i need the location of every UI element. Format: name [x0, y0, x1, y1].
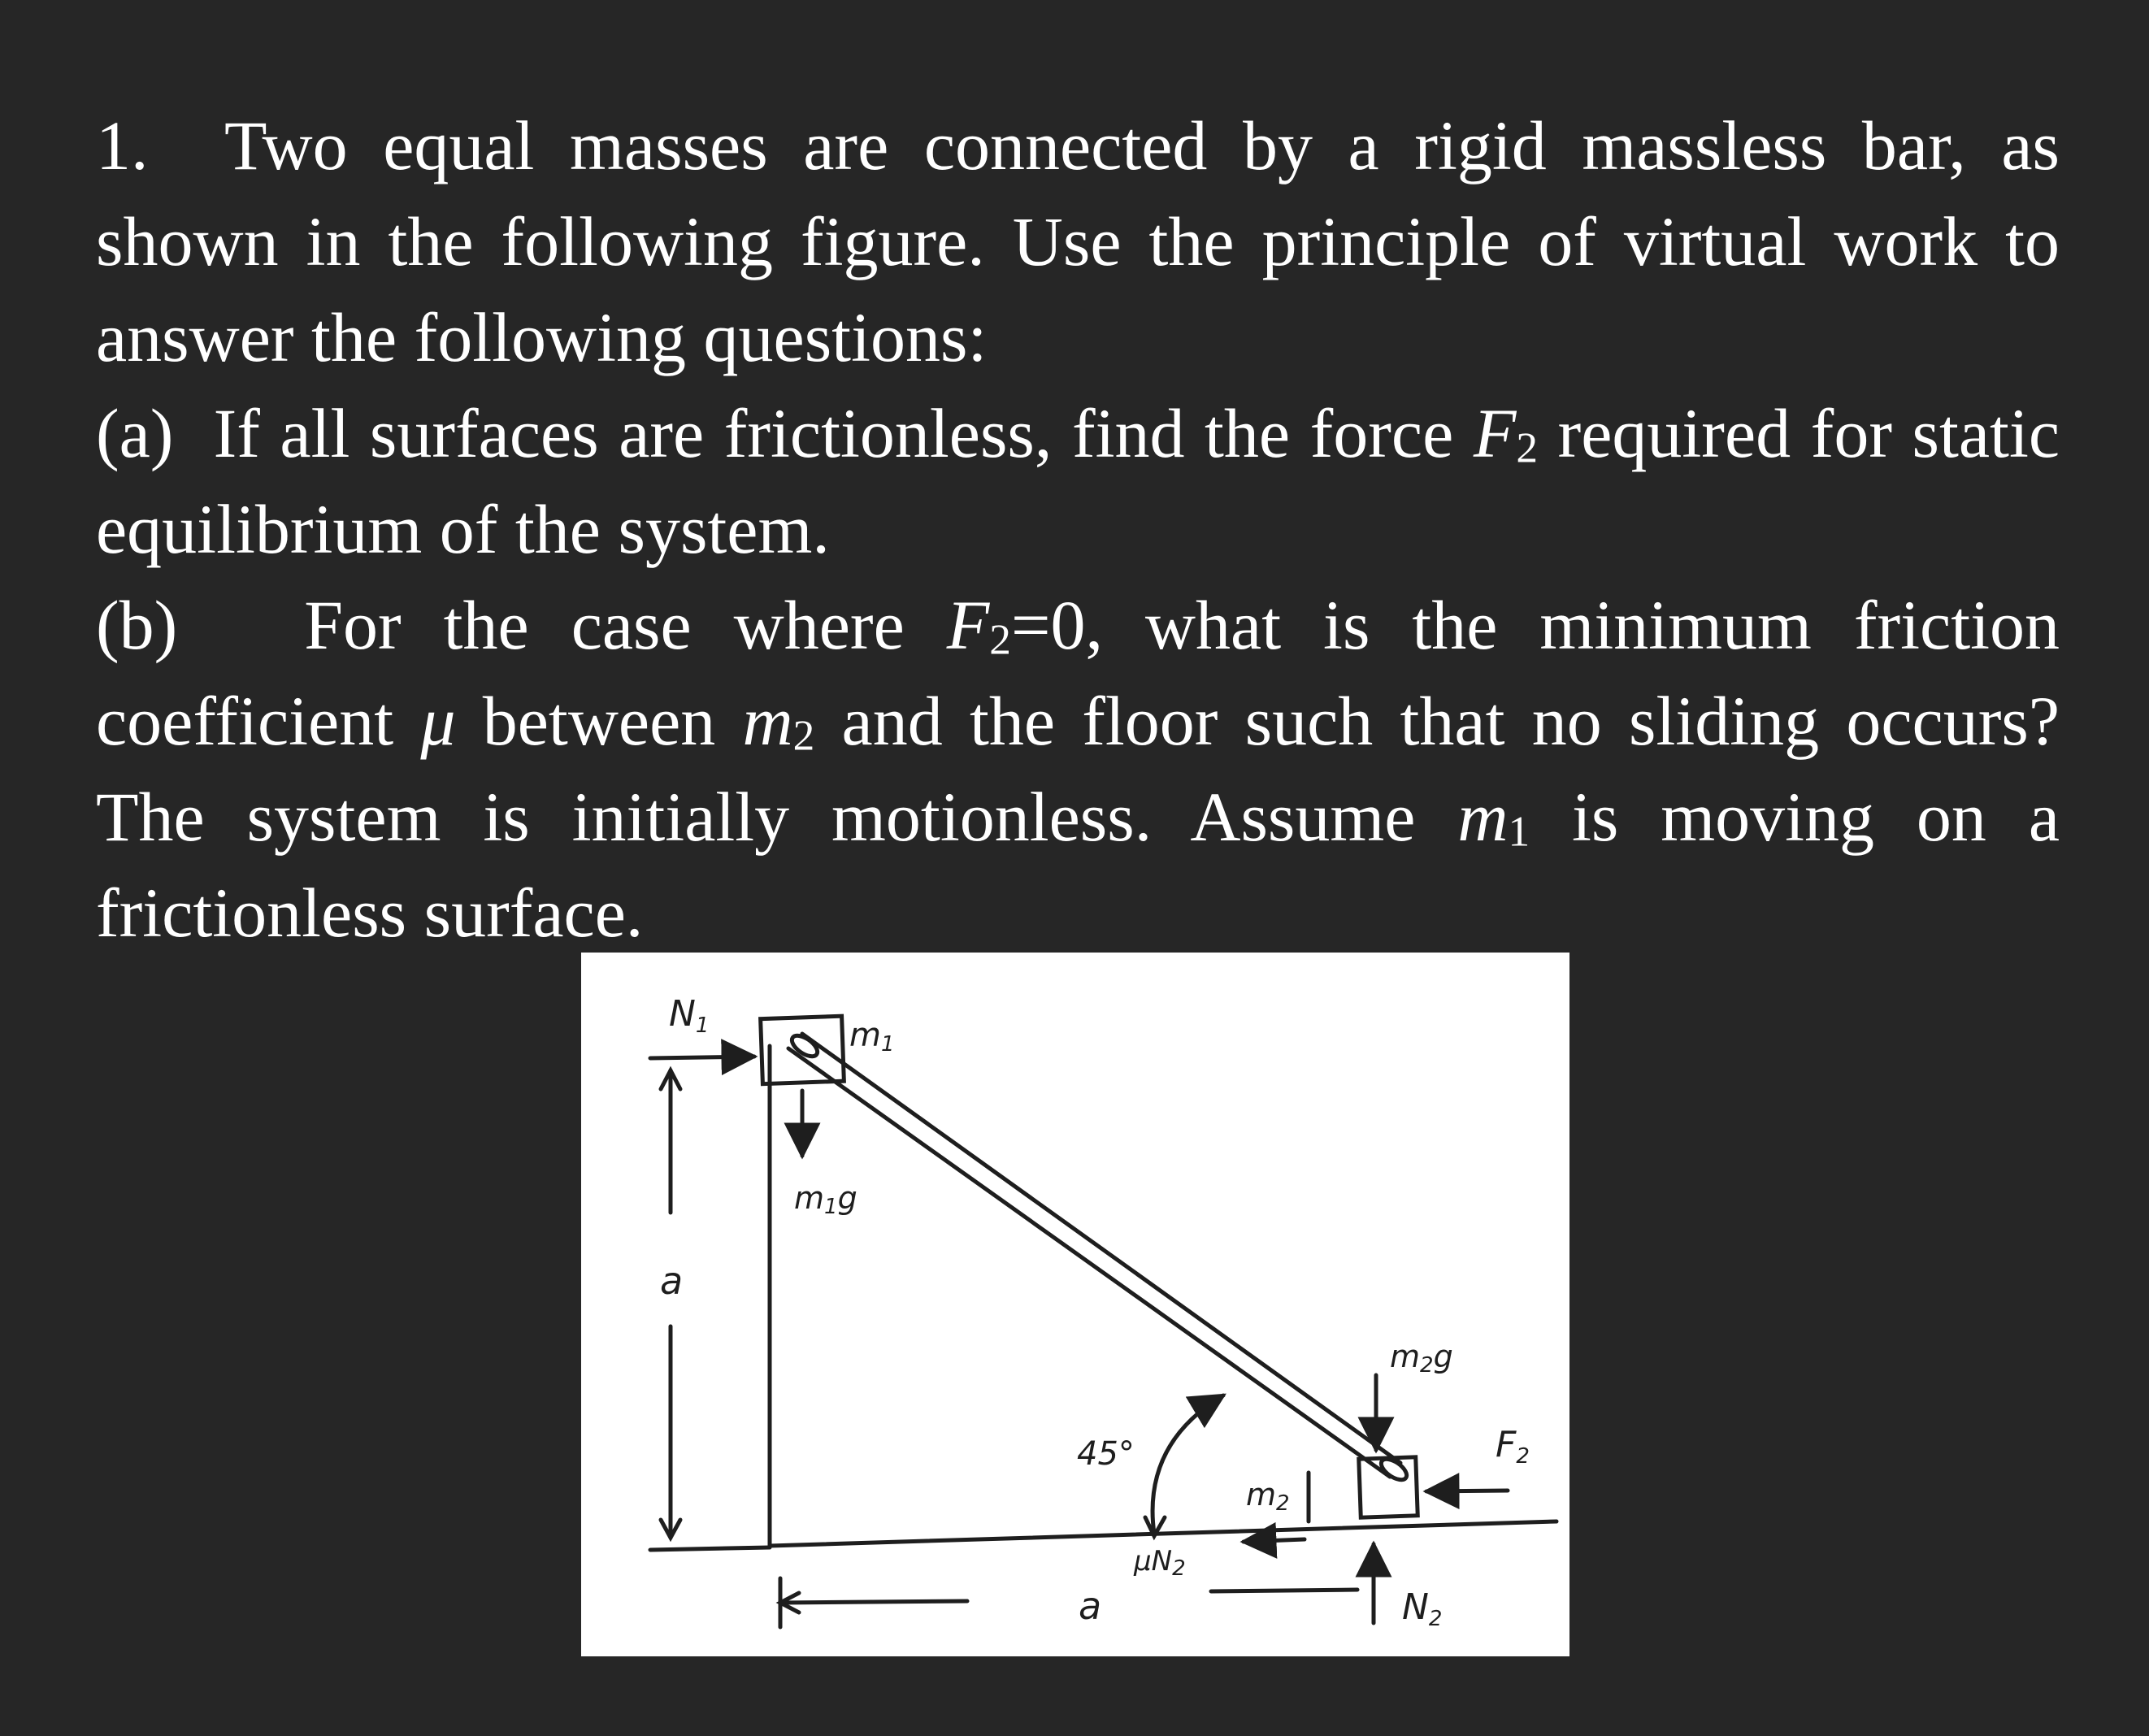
angle-arc: [1153, 1395, 1223, 1534]
part-b-sub-m1: 1: [1508, 806, 1530, 856]
intro-text: Two equal masses are connected by a rigid massless bar, as shown in the following figure. Use the principle of virtual work to answer the following questions:: [96, 106, 2060, 376]
part-a-text-after: required for static equilibrium of the system.: [96, 394, 2060, 568]
m2g-label: m2g: [1390, 1339, 1453, 1378]
part-b-text-2: =0, what is the minimum friction coefficient: [96, 586, 2060, 760]
n1-label: N1: [669, 993, 710, 1038]
width-label: a: [1079, 1584, 1102, 1628]
part-b-sub-m2: 2: [792, 710, 815, 760]
angle-label: 45°: [1077, 1435, 1135, 1473]
part-b-sub-f: 2: [989, 614, 1011, 664]
f2-label: F2: [1496, 1424, 1530, 1469]
figure-panel: [581, 953, 1569, 1656]
part-b-label: (b): [96, 586, 178, 664]
part-a-sub-2: 2: [1516, 423, 1539, 472]
part-b-var-m2: m: [742, 682, 793, 760]
width-dimension-line-left: [780, 1601, 967, 1603]
m1-label: m1: [849, 1017, 895, 1057]
mass-2-block: [1359, 1457, 1417, 1517]
part-a-label: (a): [96, 394, 174, 472]
mass-1-block: [761, 1016, 844, 1083]
part-a-var-f: F: [1473, 394, 1517, 472]
problem-number: 1.: [96, 106, 149, 184]
part-a: [96, 385, 2060, 577]
m2-label: m2: [1246, 1477, 1290, 1516]
part-b-text-1: For the case where: [304, 586, 947, 664]
problem-intro: [96, 98, 2060, 385]
part-b-var-mu: μ: [420, 682, 456, 760]
friction-arrow: [1244, 1539, 1305, 1542]
floor-line: [770, 1521, 1556, 1546]
problem-statement: [96, 98, 2060, 961]
n1-arrow: [650, 1057, 754, 1058]
part-b-text-5: is moving on a frictionless surface.: [96, 778, 2060, 952]
part-b-var-m1: m: [1457, 778, 1509, 856]
floor-line-left-stub: [650, 1547, 770, 1550]
width-dimension-line-right: [1211, 1590, 1357, 1591]
rigid-bar-upper-edge: [788, 1048, 1390, 1477]
part-b: [96, 577, 2060, 961]
part-b-text-4: and the floor such that no sliding occurs? The system is initially motionless. Assume: [96, 682, 2060, 856]
part-b-text-3: between: [455, 682, 743, 760]
mechanism-figure: [581, 953, 1569, 1656]
height-label: a: [660, 1259, 684, 1303]
bar-end-joint-top: [788, 1031, 821, 1060]
rigid-bar-lower-edge: [802, 1034, 1400, 1463]
part-b-var-f: F: [946, 586, 990, 664]
n2-label: N2: [1402, 1586, 1443, 1631]
part-a-text-before: If all surfaces are frictionless, find the force: [213, 394, 1474, 472]
m1g-label: m1g: [794, 1180, 857, 1219]
friction-label: μN2: [1134, 1545, 1186, 1581]
